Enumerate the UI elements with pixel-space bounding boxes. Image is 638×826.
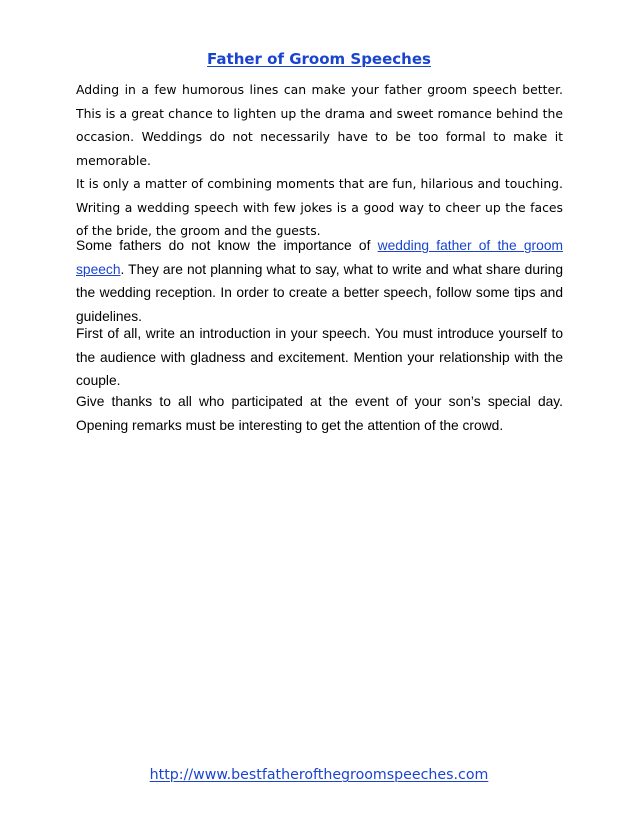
paragraph-humor <box>76 78 563 243</box>
paragraph-importance <box>76 234 563 328</box>
paragraph-importance-before-link: Some fathers do not know the importance of <box>76 238 378 253</box>
paragraph-importance-after-link: . They are not planning what to say, what to write and what share during the wedding reception. In order to create a better speech, follow some tips and guidelines. <box>76 261 563 324</box>
page-title: Father of Groom Speeches <box>207 50 431 68</box>
paragraph-thanks: Give thanks to all who participated at the event of your son’s special day. Opening remarks must be interesting to get the attention of the crowd. <box>76 394 563 433</box>
wedding-speech-link[interactable]: wedding father of the groom speech <box>76 238 563 277</box>
paragraph-humor-text-a: Adding in a few humorous lines can make your father groom speech better. This is a great chance to lighten up the drama and sweet romance behind the occasion. Weddings do not necessarily have to be too formal to make it memorable. <box>76 82 563 168</box>
paragraph-introduction: First of all, write an introduction in your speech. You must introduce yourself to the audience with gladness and excitement. Mention your relationship with the couple. <box>76 326 563 388</box>
paragraph-humor-text-b: It is only a matter of combining moments that are fun, hilarious and touching. Writing a wedding speech with few jokes is a good way to cheer up the faces of the bride, the groom and the guests. <box>76 176 563 238</box>
footer-url-link[interactable]: http://www.bestfatherofthegroomspeeches.com <box>149 767 489 783</box>
